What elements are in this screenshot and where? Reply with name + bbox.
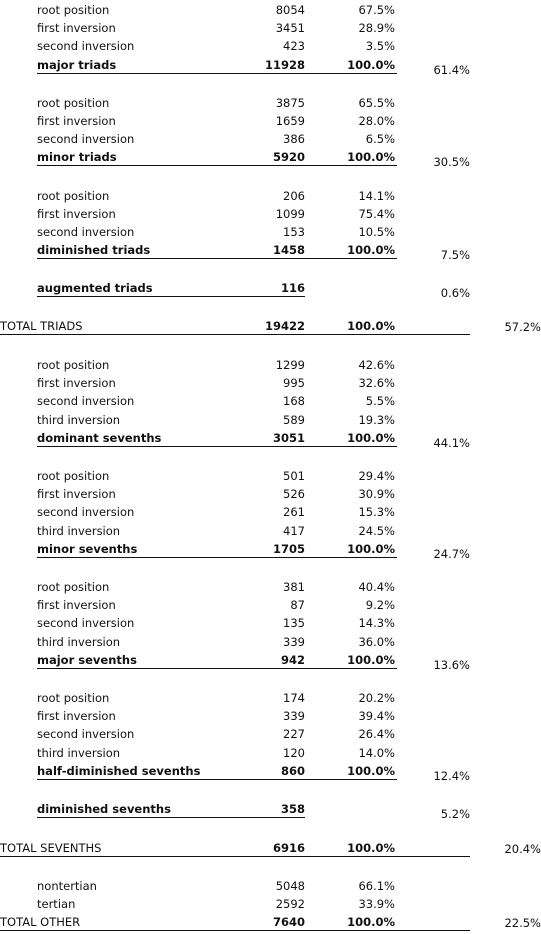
- row-count: 135: [283, 616, 305, 631]
- summary-label: dominant sevenths: [37, 430, 162, 445]
- total-row: [0, 318, 541, 334]
- summary-label: augmented triads: [37, 281, 153, 296]
- table-row: [0, 726, 541, 742]
- table-row: [0, 523, 541, 539]
- row-count: 2592: [275, 897, 305, 912]
- row-percent: 42.6%: [358, 358, 395, 372]
- total-share: 22.5%: [504, 916, 541, 930]
- row-percent: 67.5%: [358, 3, 395, 17]
- summary-rule: [37, 165, 397, 166]
- row-count: 1659: [275, 114, 305, 128]
- summary-count: 11928: [264, 57, 305, 72]
- summary-share: 44.1%: [433, 435, 470, 450]
- row-percent: 75.4%: [358, 206, 395, 221]
- row-percent: 33.9%: [358, 897, 395, 912]
- table-row: [0, 224, 541, 240]
- row-label: second inversion: [37, 132, 135, 147]
- summary-share: 12.4%: [433, 768, 470, 783]
- summary-rule: [37, 817, 305, 818]
- row-count: 995: [283, 376, 305, 391]
- group-summary-row: [0, 242, 541, 263]
- summary-share: 5.2%: [440, 807, 470, 821]
- row-count: 206: [283, 188, 305, 203]
- summary-share: 13.6%: [433, 657, 470, 672]
- row-label: nontertian: [37, 879, 97, 893]
- summary-share: 61.4%: [433, 62, 470, 77]
- group-summary-row: [0, 652, 541, 672]
- row-count: 339: [283, 709, 305, 724]
- summary-share: 0.6%: [440, 286, 470, 301]
- row-percent: 6.5%: [365, 132, 395, 147]
- table-row: [0, 615, 541, 631]
- row-label: second inversion: [37, 505, 135, 520]
- table-row: [0, 131, 541, 147]
- row-label: first inversion: [37, 21, 116, 36]
- row-percent: 26.4%: [358, 727, 395, 742]
- row-percent: 9.2%: [365, 598, 395, 613]
- row-percent: 28.0%: [358, 114, 395, 128]
- row-count: 417: [283, 523, 305, 538]
- row-count: 1099: [275, 206, 305, 221]
- row-label: second inversion: [37, 727, 135, 742]
- table-row: [0, 20, 541, 36]
- total-rule: [0, 930, 470, 931]
- row-count: 589: [283, 412, 305, 427]
- row-count: 168: [283, 394, 305, 409]
- row-label: first inversion: [37, 487, 116, 502]
- table-row: [0, 486, 541, 502]
- summary-rule: [37, 446, 397, 447]
- row-label: first inversion: [37, 206, 116, 221]
- table-row: [0, 412, 541, 428]
- row-label: tertian: [37, 897, 76, 912]
- row-percent: 30.9%: [358, 487, 395, 502]
- summary-count: 942: [280, 652, 305, 667]
- table-row: [0, 896, 541, 912]
- row-label: root position: [37, 358, 110, 372]
- row-label: second inversion: [37, 616, 135, 631]
- total-label: TOTAL TRIADS: [0, 319, 83, 333]
- total-count: 7640: [272, 915, 305, 929]
- row-label: root position: [37, 580, 110, 594]
- summary-percent: 100.0%: [347, 541, 395, 556]
- row-percent: 14.3%: [358, 616, 395, 631]
- row-label: third inversion: [37, 523, 121, 538]
- row-label: root position: [37, 691, 110, 705]
- table-row: [0, 188, 541, 204]
- row-count: 381: [283, 580, 305, 594]
- group-summary-row: [0, 430, 541, 450]
- group-summary-row: [0, 280, 541, 301]
- group-summary-row: [0, 57, 541, 77]
- total-percent: 100.0%: [347, 915, 395, 929]
- row-label: third inversion: [37, 634, 121, 649]
- row-percent: 20.2%: [358, 691, 395, 705]
- row-count: 261: [283, 505, 305, 520]
- row-label: second inversion: [37, 39, 135, 54]
- row-label: first inversion: [37, 114, 116, 128]
- row-percent: 3.5%: [365, 39, 395, 54]
- row-percent: 14.0%: [358, 745, 395, 760]
- row-percent: 19.3%: [358, 412, 395, 427]
- row-percent: 28.9%: [358, 21, 395, 36]
- row-label: root position: [37, 188, 110, 203]
- total-percent: 100.0%: [347, 841, 395, 855]
- summary-count: 1458: [272, 243, 305, 258]
- row-label: third inversion: [37, 412, 121, 427]
- total-share: 20.4%: [504, 842, 541, 856]
- summary-rule: [37, 779, 397, 780]
- summary-count: 860: [280, 763, 305, 778]
- table-row: [0, 745, 541, 761]
- summary-share: 30.5%: [433, 155, 470, 170]
- row-label: first inversion: [37, 598, 116, 613]
- row-percent: 65.5%: [358, 95, 395, 110]
- summary-count: 358: [280, 802, 305, 816]
- total-share: 57.2%: [504, 320, 541, 334]
- summary-percent: 100.0%: [347, 243, 395, 258]
- table-row: [0, 2, 541, 18]
- group-summary-row: [0, 763, 541, 783]
- summary-label: major sevenths: [37, 652, 137, 667]
- table-row: [0, 579, 541, 595]
- summary-rule: [37, 73, 397, 74]
- summary-label: minor triads: [37, 150, 117, 165]
- row-percent: 40.4%: [358, 580, 395, 594]
- row-count: 120: [283, 745, 305, 760]
- table-row: [0, 206, 541, 222]
- total-count: 19422: [264, 319, 305, 333]
- row-count: 3451: [275, 21, 305, 36]
- summary-share: 24.7%: [433, 546, 470, 561]
- summary-percent: 100.0%: [347, 763, 395, 778]
- row-count: 501: [283, 469, 305, 483]
- row-count: 5048: [275, 879, 305, 893]
- total-row: [0, 840, 541, 856]
- row-label: root position: [37, 3, 110, 17]
- summary-label: diminished triads: [37, 243, 151, 258]
- row-count: 423: [283, 39, 305, 54]
- total-label: TOTAL SEVENTHS: [0, 841, 102, 855]
- row-label: third inversion: [37, 745, 121, 760]
- row-count: 386: [283, 132, 305, 147]
- row-count: 3875: [275, 95, 305, 110]
- summary-label: half-diminished sevenths: [37, 763, 201, 778]
- row-percent: 5.5%: [365, 394, 395, 409]
- row-count: 153: [283, 225, 305, 239]
- summary-percent: 100.0%: [347, 57, 395, 72]
- summary-label: major triads: [37, 57, 117, 72]
- row-percent: 10.5%: [358, 225, 395, 239]
- table-row: [0, 393, 541, 409]
- summary-label: diminished sevenths: [37, 802, 171, 816]
- group-summary-row: [0, 801, 541, 821]
- table-row: [0, 634, 541, 650]
- table-row: [0, 690, 541, 706]
- row-count: 526: [283, 487, 305, 502]
- row-label: first inversion: [37, 709, 116, 724]
- summary-label: minor sevenths: [37, 541, 138, 556]
- row-percent: 36.0%: [358, 634, 395, 649]
- row-count: 227: [283, 727, 305, 742]
- row-count: 339: [283, 634, 305, 649]
- row-percent: 24.5%: [358, 523, 395, 538]
- table-row: [0, 597, 541, 613]
- table-row: [0, 95, 541, 111]
- summary-count: 1705: [272, 541, 305, 556]
- row-label: root position: [37, 95, 110, 110]
- summary-percent: 100.0%: [347, 652, 395, 667]
- row-percent: 39.4%: [358, 709, 395, 724]
- row-label: first inversion: [37, 376, 116, 391]
- group-summary-row: [0, 541, 541, 561]
- summary-share: 7.5%: [440, 248, 470, 263]
- summary-rule: [37, 668, 397, 669]
- row-label: second inversion: [37, 225, 135, 239]
- total-rule: [0, 856, 470, 857]
- total-count: 6916: [272, 841, 305, 855]
- summary-percent: 100.0%: [347, 150, 395, 165]
- row-count: 8054: [275, 3, 305, 17]
- row-label: second inversion: [37, 394, 135, 409]
- summary-rule: [37, 258, 397, 259]
- total-row: [0, 914, 541, 930]
- total-label: TOTAL OTHER: [0, 915, 81, 929]
- summary-count: 5920: [272, 150, 305, 165]
- total-percent: 100.0%: [347, 319, 395, 333]
- summary-rule: [37, 557, 397, 558]
- row-percent: 32.6%: [358, 376, 395, 391]
- table-row: [0, 38, 541, 54]
- table-row: [0, 708, 541, 724]
- table-row: [0, 113, 541, 129]
- table-row: [0, 468, 541, 484]
- table-row: [0, 375, 541, 391]
- row-percent: 14.1%: [358, 188, 395, 203]
- row-percent: 66.1%: [358, 879, 395, 893]
- summary-percent: 100.0%: [347, 430, 395, 445]
- row-percent: 29.4%: [358, 469, 395, 483]
- row-percent: 15.3%: [358, 505, 395, 520]
- summary-rule: [37, 296, 305, 297]
- summary-count: 3051: [272, 430, 305, 445]
- row-label: root position: [37, 469, 110, 483]
- row-count: 1299: [275, 358, 305, 372]
- row-count: 174: [283, 691, 305, 705]
- total-rule: [0, 334, 470, 335]
- summary-count: 116: [280, 281, 305, 296]
- table-row: [0, 878, 541, 894]
- row-count: 87: [290, 598, 305, 613]
- table-row: [0, 504, 541, 520]
- group-summary-row: [0, 149, 541, 170]
- table-row: [0, 357, 541, 373]
